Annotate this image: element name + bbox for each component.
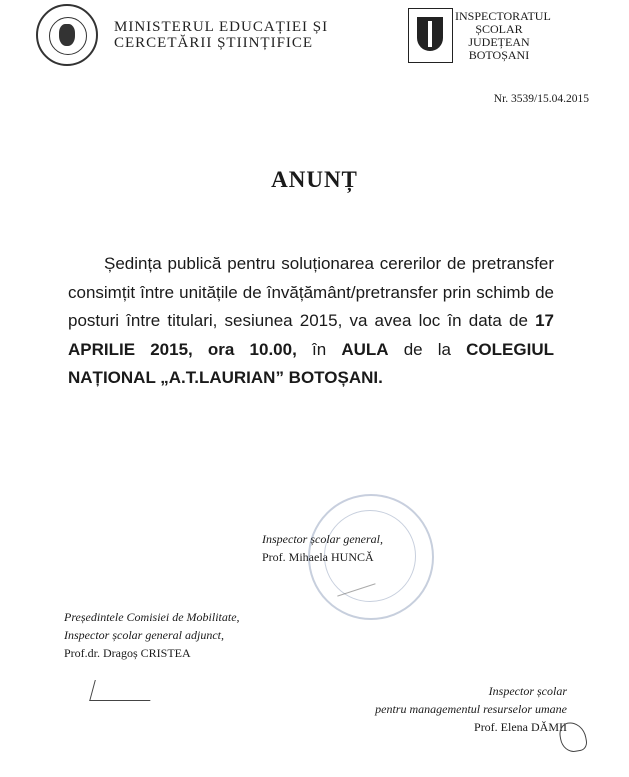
announcement-body: [68, 250, 554, 393]
shield-stripe: [428, 21, 432, 47]
isj-logo: [408, 8, 453, 63]
eagle-icon: [59, 24, 75, 46]
government-seal: [36, 4, 98, 66]
mobility-role2: Inspector școlar general adjunct,: [64, 628, 224, 642]
signature-block-general: [262, 530, 383, 566]
isj-name: [455, 9, 551, 63]
signature-block-mobility: [64, 608, 240, 662]
signature-mobility: [89, 680, 156, 701]
reference-number: Nr. 3539/15.04.2015: [493, 93, 589, 105]
ministry-line2: CERCETĂRII ȘTIINȚIFICE: [114, 35, 314, 51]
header-right: [408, 8, 551, 63]
ministry-name: [114, 19, 328, 51]
mobility-role1: Președintele Comisiei de Mobilitate,: [64, 610, 240, 624]
isj-line2: ȘCOLAR: [475, 22, 523, 36]
signature-block-hr: [375, 682, 567, 736]
mobility-name: Prof.dr. Dragoș CRISTEA: [64, 646, 191, 660]
hr-name: Prof. Elena DĂMII: [474, 720, 567, 734]
meeting-room: AULA: [341, 339, 389, 359]
general-role: Inspector școlar general,: [262, 532, 383, 546]
hr-role2: pentru managementul resurselor umane: [375, 702, 567, 716]
ministry-line1: MINISTERUL EDUCAȚIEI ȘI: [114, 19, 329, 35]
meeting-venue: COLEGIUL NAȚIONAL „A.T.LAURIAN” BOTOȘANI.: [68, 339, 554, 388]
signature-hr: [558, 720, 589, 754]
hr-role1: Inspector școlar: [488, 684, 567, 698]
body-part3: de la: [388, 339, 467, 359]
isj-line4: BOTOȘANI: [468, 48, 530, 62]
isj-line1: INSPECTORATUL: [455, 9, 551, 23]
header-left: [36, 4, 328, 66]
general-name: Prof. Mihaela HUNCĂ: [262, 550, 374, 564]
document-title: ANUNȚ: [271, 167, 358, 192]
meeting-date: 17 APRILIE 2015, ora 10.00,: [68, 311, 554, 359]
body-part2: în: [296, 339, 342, 359]
isj-line3: JUDEȚEAN: [468, 35, 530, 49]
body-part1: Ședința publică pentru soluționarea cererilor de pretransfer consimțit între unitățile de învățământ/pretransfer prin schimb de posturi între titulari, sesiunea 2015, va avea loc în data de: [68, 254, 554, 331]
